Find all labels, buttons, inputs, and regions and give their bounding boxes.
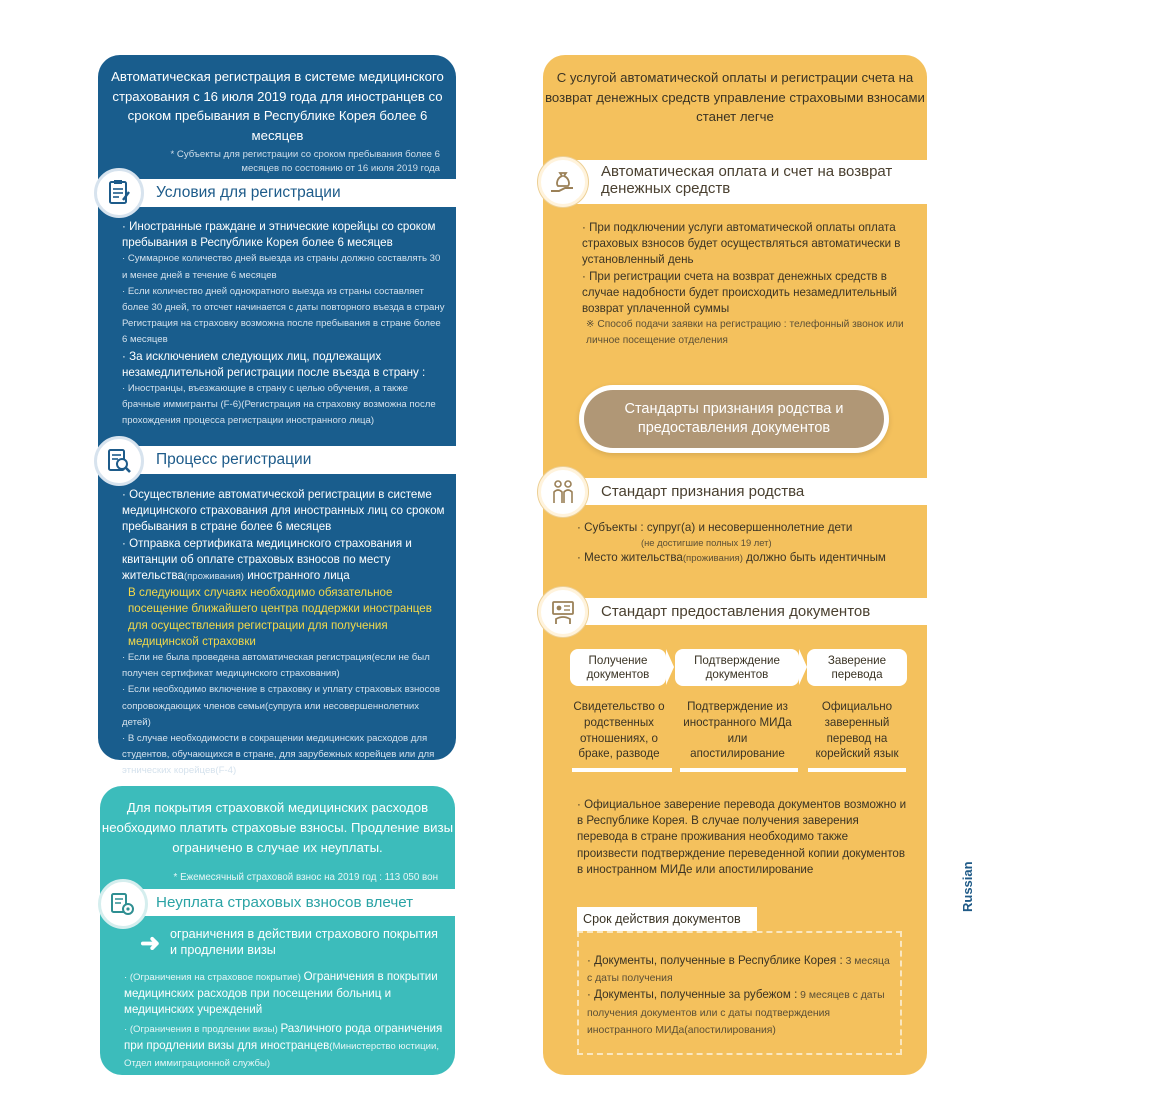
list-subnote: (не достигшие полных 19 лет) [641, 537, 772, 549]
list-item: · (Ограничения на страховое покрытие) Ограничения в покрытии медицинских расходов при посещении больниц и медицинских учреждений [124, 970, 438, 1017]
language-label: Russian [960, 861, 975, 912]
list-item: · За исключением следующих лиц, подлежащих незамедлительной регистрации после въезда в страну : [122, 349, 426, 379]
highlight-notice: В следующих случаях необходимо обязательное посещение ближайшего центра поддержки иностранцев для осуществления регистрации для получения медицинской страховки [128, 586, 432, 648]
documents-note: · Официальное заверение перевода документов возможно и в Республике Корея. В случае получения заверения перевода в стране проживания необходимо также произвести подтверждение переведенной копии документов в иностранном МИДе или апостилирование [577, 798, 907, 876]
kinship-list [577, 520, 912, 567]
step-desc: Подтверждение из иностранного МИДа или апостилирование [683, 700, 792, 761]
step-desc: Официально заверенный перевод на корейский язык [815, 700, 899, 761]
family-icon [538, 467, 588, 517]
premium-title: Для покрытия страховкой медицинских расходов необходимо платить страховые взносы. Продление визы ограничено в случае их неуплаты. [101, 800, 454, 855]
list-item: · (Ограничения в продлении визы) Различного рода ограничения при продлении визы для иностранцев(Министерство юстиции, Отдел иммиграционной службы) [124, 1021, 443, 1070]
list-item: · Осуществление автоматической регистрации в системе медицинского страхования для иностранных лиц со сроком пребывания в стране более 6 месяцев [122, 488, 445, 534]
autopay-note: ※ Способ подачи заявки на регистрацию : телефонный звонок или личное посещение отделения [586, 319, 904, 347]
list-subitem: · Если необходимо включение в страховку и уплату страховых взносов сопровождающих членов семьи(супруга или несовершеннолетних детей) [122, 684, 440, 728]
section-heading-kinship: Стандарт признания родства [550, 478, 927, 505]
arrow-right-icon: ➜ [140, 930, 161, 957]
section-heading-documents: Стандарт предоставления документов [550, 598, 927, 625]
step-arrow [799, 649, 807, 685]
payment-title: С услугой автоматической оплаты и регистрации счета на возврат денежных средств управление страховыми взносами станет легче [545, 70, 925, 124]
section-heading-nonpayment: Неуплата страховых взносов влечет [104, 889, 456, 916]
validity-list [587, 953, 892, 1039]
list-item: · Отправка сертификата медицинского страхования и квитанции об оплате страховых взносов по месту жительства(проживания) иностранного лица [122, 536, 412, 583]
list-item: · Документы, полученные за рубежом : 9 месяцев с даты получения документов или с даты подтверждения иностранного МИДа(апостилирования) [587, 988, 885, 1036]
step-obtain: Получение документов [570, 649, 666, 686]
conditions-list [122, 219, 447, 430]
registration-note: * Субъекты для регистрации со сроком пребывания более 6 месяцев по состоянию от 16 июля 2019 года [170, 149, 440, 174]
section-heading-process: Процесс регистрации [100, 446, 456, 474]
section-heading-autopay: Автоматическая оплата и счет на возврат денежных средств [550, 160, 927, 204]
list-subitem: · Иностранцы, въезжающие в страну с целью обучения, а также брачные иммигранты (F-6)(Регистрация на страховку возможна после прохождения процесса регистрации иностранного лица) [122, 383, 436, 427]
step-arrow [666, 649, 674, 685]
form-clipboard-icon [94, 168, 144, 218]
validity-label: Срок действия документов [577, 907, 757, 931]
list-subitem: · Если не была проведена автоматическая регистрация(если не был получен сертификат медицинского страхования) [122, 652, 430, 680]
document-search-icon [94, 436, 144, 486]
list-item: · При регистрации счета на возврат денежных средств в случае надобности будет происходить незамедлительный возврат уплаченной суммы [582, 269, 897, 316]
section-heading-conditions: Условия для регистрации [100, 179, 456, 207]
list-subitem: · Суммарное количество дней выезда из страны должно составлять 30 и менее дней в течение 6 месяцев [122, 253, 441, 281]
list-item: · При подключении услуги автоматической оплаты оплата страховых взносов будет осуществляться автоматически в установленный день [582, 221, 901, 267]
step-desc: Свидетельство о родственных отношениях, о браке, разводе [573, 700, 665, 761]
list-subitem: · В случае необходимости в сокращении медицинских расходов для студентов, обучающихся в стране, для зарубежных корейцев или для этнических корейцев(F-4) [122, 733, 435, 777]
step-translate: Заверение перевода [807, 649, 907, 686]
list-subitem: · Если количество дней однократного выезда из страны составляет более 30 дней, то отсчет начинается с даты повторного въезда в страну Регистрация на страховку возможна после пребывания в стране более 6 месяцев [122, 285, 445, 346]
list-item: · Документы, полученные в Республике Корея : 3 месяца с даты получения [587, 954, 890, 985]
nonpayment-consequence: ограничения в действии страхового покрытия и продлении визы [170, 927, 438, 957]
divider [808, 768, 906, 772]
list-item: · Иностранные граждане и этнические корейцы со сроком пребывания в Республике Корея более 6 месяцев [122, 220, 436, 250]
nonpayment-list [124, 969, 446, 1072]
process-list [122, 487, 447, 780]
documents-person-icon [538, 587, 588, 637]
standards-banner-label: Стандарты признания родства и предоставления документов [584, 390, 884, 448]
list-item: · Субъекты : супруг(а) и несовершеннолетние дети [577, 521, 853, 534]
documents-gear-icon [98, 879, 148, 929]
step-confirm: Подтверждение документов [675, 649, 799, 686]
premium-note: * Ежемесячный страховой взнос на 2019 год : 113 050 вон [173, 872, 438, 883]
divider [680, 768, 798, 772]
list-item: · Место жительства(проживания) должно быть идентичным [577, 551, 886, 565]
hand-money-bag-icon [538, 157, 588, 207]
autopay-list [582, 220, 912, 350]
divider [572, 768, 672, 772]
registration-title: Автоматическая регистрация в системе медицинского страхования с 16 июля 2019 года для иностранцев со сроком пребывания в Республике Корея более 6 месяцев [111, 69, 444, 143]
